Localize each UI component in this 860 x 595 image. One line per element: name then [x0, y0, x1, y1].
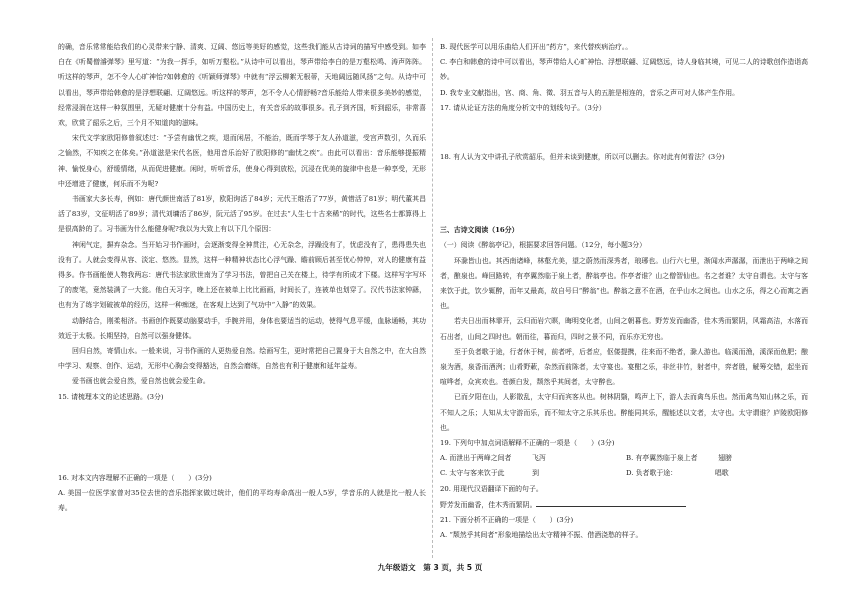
question-16: 16. 对本文内容理解不正确的一项是（ ）(3分): [58, 473, 212, 482]
sub-section-title: （一）阅读《醉翁亭记》，根据要求回答问题。（12分，每小题3分）: [440, 241, 647, 250]
right-column: [440, 40, 808, 543]
question-16-option-b: B. 现代医学可以用乐曲给人们开出“药方”，来代替疾病治疗。。: [440, 43, 633, 51]
classic-paragraph: 环滁皆山也。其西南诸峰，林壑尤美，望之蔚然而深秀者，琅琊也。山行六七里，渐闻水声潺潺，而泄出于两峰之间者，酿泉也。峰回路转，有亭翼然临于泉上者，醉翁亭也。作亭者谁？山之僧智仙也。名之者谁？太守自谓也。太守与客来饮于此，饮少辄醉，而年又最高，故自号曰“醉翁”也。醉翁之意不在酒，在乎山水之间也。山水之乐，得之心而寓之酒也。: [440, 256, 808, 311]
question-18: 18. 有人认为文中讲孔子欣赏韶乐，但并未谈到健康，所以可以删去。你对此有何看法？(3分): [440, 153, 725, 162]
question-19-options-row: [440, 451, 808, 466]
essay-paragraph: 宋代文学家欧阳修曾叙述过：“予尝有幽忧之疾，退而闲居，不能治，既而学琴于友人孙道滋，受宫声数引，久而乐之愉然，不知疾之在体矣。”孙道滋是宋代名医，他用音乐治好了欧阳修的“幽忧之疾”。由此可以看出：音乐能够提振精神、愉悦身心，舒缓情绪，从而促进健康。闲时，听听音乐，使身心得到放松，沉浸在优美的旋律中也是一种享受，无形中还增进了健康，何乐而不为呢?: [58, 134, 426, 188]
question-16-option-d: D. 我专业文献指出，宫、商、角、徵、羽五音与人的五脏是相连的，音乐之声可对人体产生作用。: [440, 88, 740, 97]
essay-paragraph: 动静结合，刚柔相济。书画创作既要动脑要动手，手腕并用，身体也要适当的运动，使得气息平缓，血脉通畅，其功效近于太极。长期坚持，自然可以强身健体。: [58, 316, 426, 340]
question-21-option-a: A. “颓然乎其间者”形象地描绘出太守精神不振、借酒浇愁的样子。: [440, 531, 643, 540]
section-title: 三、古诗文阅读（16分）: [440, 226, 519, 235]
question-20: 20. 用现代汉语翻译下面的句子。: [440, 484, 543, 493]
left-column: [58, 40, 426, 516]
question-20-sentence-row: [440, 497, 808, 513]
essay-paragraph: 爱书画也就会爱自然，爱自然也就会爱生命。: [72, 377, 210, 386]
essay-paragraph: 的确，音乐常常能给我们的心灵带来宁静、清爽、辽阔、悠远等美好的感觉，这些我们能从古诗词的描写中感受到。如李白在《听蜀僧濬弹琴》里写道：“为我一挥手，如听万壑松。”从诗中可以看出，琴声带给李白的是万壑松鸣、涛声阵阵。听这样的琴声，怎不令人心旷神怡?如韩愈的《听颖师弹琴》中就有“浮云柳絮无根蒂，天地阔远随风扬”之句。从诗中可以看出，琴声带给韩愈的是浮想联翩、辽阔悠远。听这样的琴声，怎不令人心情舒畅?音乐能给人带来很多美妙的感觉，经常浸润在这样一种氛围里，无疑对健康十分有益。中国历史上，有关音乐的故事很多。孔子到齐国，听到韶乐，非常喜欢，欣赏了韶乐之后，三个月不知道肉的滋味。: [58, 43, 426, 128]
essay-paragraph: 书画家大多长寿，例如：唐代颜世南活了81岁，欧阳询活了84岁；元代王维活了77岁，黄惜活了81岁；明代董其昌活了83岁，文征明活了89岁；清代刘墉活了86岁，阮元活了95岁。在过去“人生七十古来稀”的时代，这些名士都算得上是很高龄的了。习书画为什么能健身呢?我以为大致上有以下几个原因：: [58, 195, 426, 234]
question-16-option-a: A. 美国一位医学家曾对35位去世的音乐指挥家做过统计，他们的平均寿命高出一般人5岁，学音乐的人就是比一般人长寿。: [58, 489, 426, 513]
answer-space-17[interactable]: [440, 116, 808, 150]
page-footer: 九年级语文 第 3 页，共 5 页: [377, 563, 483, 572]
question-19-option-b: B. 有亭翼然临于泉上者 翅膀: [626, 454, 732, 463]
answer-line-20[interactable]: [536, 497, 686, 507]
answer-space-15[interactable]: [58, 405, 426, 463]
question-15: 15. 请梳理本文的论述思路。(3分): [58, 392, 164, 401]
classic-paragraph: 已而夕阳在山，人影散乱，太守归而宾客从也。树林阴翳，鸣声上下，游人去而禽鸟乐也。然而禽鸟知山林之乐，而不知人之乐；人知从太守游而乐，而不知太守之乐其乐也。醉能同其乐，醒能述以文者，太守也。太守谓谁？庐陵欧阳修也。: [440, 393, 808, 432]
question-19-option-c: C. 太守与客来饮于此 到: [440, 469, 539, 478]
question-21: 21. 下面分析不正确的一项是（ ）(3分): [440, 516, 574, 525]
question-20-sentence: 野芳发而幽香，佳木秀而繁阴。: [440, 500, 537, 509]
question-19: 19. 下列句中加点词语解释不正确的一项是（ ）(3分): [440, 439, 615, 448]
classic-paragraph: 若夫日出而林霏开，云归而岩穴暝，晦明变化者，山间之朝暮也。野芳发而幽香，佳木秀而繁阴，风霜高洁，水落而石出者，山间之四时也。朝而往，暮而归，四时之景不同，而乐亦无穷也。: [440, 317, 808, 341]
question-19-option-a: A. 而泄出于两峰之间者 飞泻: [440, 454, 546, 463]
question-19-options-row: [440, 466, 808, 481]
question-16-option-c: C. 李白和韩愈的诗中可以看出，琴声带给人心旷神怡、浮想联翩、辽阔悠远，诗人身临其境，可见二人的诗歌创作造诣高妙。: [440, 58, 808, 82]
essay-paragraph: 回归自然，寄情山水。一般来说，习书作画的人更热爱自然。绘画写生，更时常把自己置身于大自然之中，在大自然中学习、观察、创作、运动，无形中心胸会变得豁达，自然会磨练，自然也有利于健康和延年益寿。: [58, 347, 426, 371]
essay-paragraph-underlined: 神闲气定，摒弃杂念。当开始习书作画时，会逐渐变得全神贯注，心无杂念，浮躁没有了，忧虑没有了，患得患失也没有了。人就会变得从容、淡定、悠然。显然，这样一种精神状态比心浮气躁、瞻前顾后甚至忧心忡忡，对人的健康有益得多。作书画能使人物我两忘：唐代书法家欧世南为了学习书法，曾把自己关在楼上，待学有所成才下楼。这样写字写坏了的废笔，竟然装满了一大瓮。他白天习字，晚上还在被单上比比画画，时间长了，连被单也划穿了。汉代书法家钟繇，也有为了练字划破被单的经历，这样一种痴迷，在客观上达到了气功中“入静”的效果。: [58, 240, 426, 310]
question-17: 17. 请从论证方法的角度分析文中的划线句子。（3分）: [440, 103, 606, 112]
classic-paragraph: 至于负者歌于途，行者休于树，前者呼，后者应，伛偻提携，往来而不绝者，滁人游也。临溪而渔，溪深而鱼肥；酿泉为酒，泉香而酒洌；山肴野蔌，杂然而前陈者，太守宴也。宴酣之乐，非丝非竹，射者中，弈者胜，觥筹交错，起坐而喧哗者，众宾欢也。苍颜白发，颓然乎其间者，太守醉也。: [440, 347, 808, 387]
question-19-option-d: D. 负者歌于途： 唱歌: [626, 469, 729, 478]
column-divider: [432, 38, 433, 558]
answer-space-18[interactable]: [440, 165, 808, 223]
